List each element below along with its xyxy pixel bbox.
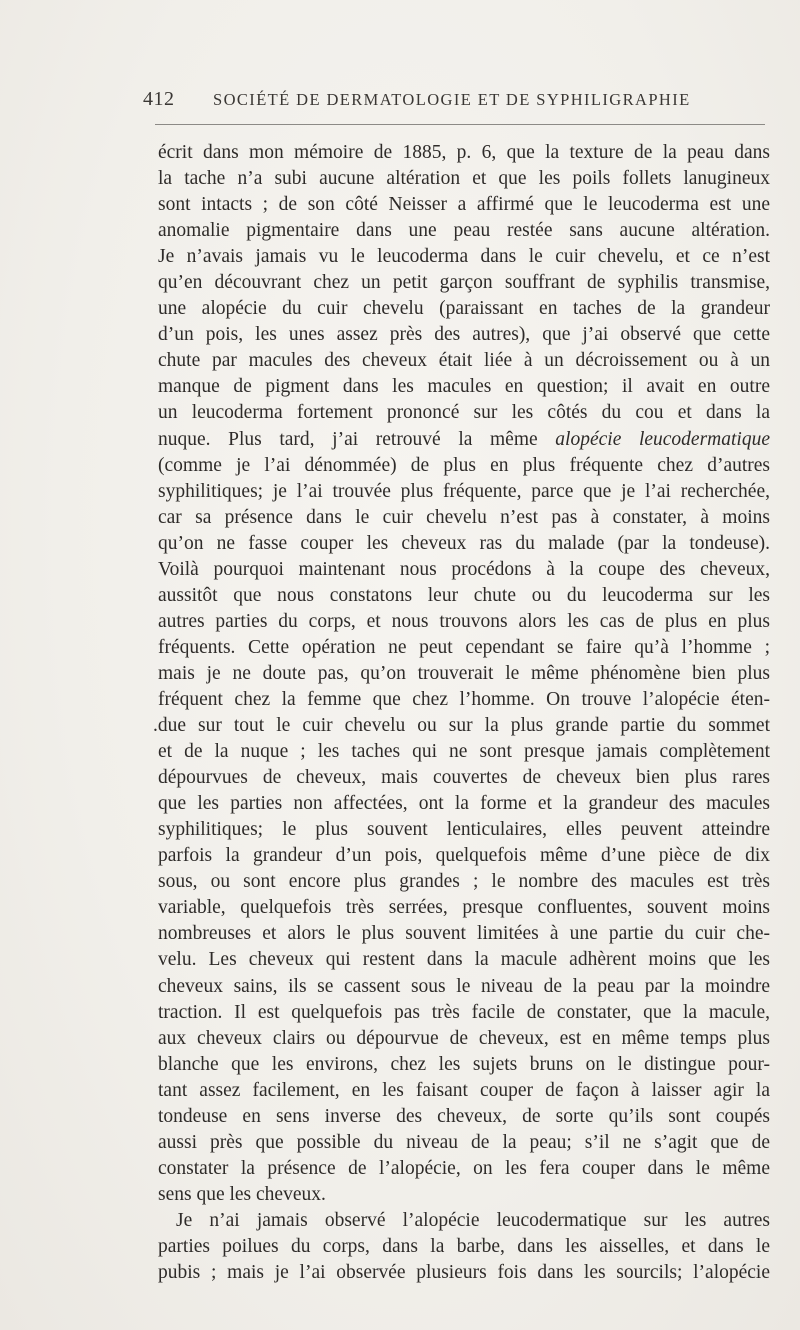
text-line: Je n’ai jamais observé l’alopécie leucodermatique sur les autres [176, 1209, 770, 1231]
text-line: parfois la grandeur d’un pois, quelquefois même d’une pièce de dix [158, 845, 770, 867]
text-line: la tache n’a subi aucune altération et que les poils follets lanugineux [158, 168, 770, 190]
text-line: dépourvues de cheveux, mais couvertes de cheveux bien plus rares [158, 767, 770, 789]
text-line: syphilitiques; je l’ai trouvée plus fréquente, parce que je l’ai recherchée, [158, 480, 770, 502]
text-line: mais je ne doute pas, qu’on trouverait le même phénomène bien plus [158, 662, 770, 684]
text-line: et de la nuque ; les taches qui ne sont presque jamais complètement [158, 741, 770, 763]
text-line: manque de pigment dans les macules en question; il avait en outre [158, 376, 770, 398]
text-line: .due sur tout le cuir chevelu ou sur la plus grande partie du sommet [153, 715, 770, 737]
text-line: (comme je l’ai dénommée) de plus en plus fréquente chez d’autres [158, 454, 770, 476]
text-line: sens que les cheveux. [158, 1183, 326, 1205]
text-line: écrit dans mon mémoire de 1885, p. 6, que la texture de la peau dans [158, 142, 770, 163]
text-line: car sa présence dans le cuir chevelu n’est pas à constater, à moins [158, 506, 770, 528]
text-line: qu’on ne fasse couper les cheveux ras du malade (par la tondeuse). [158, 532, 770, 554]
text-line: qu’en découvrant chez un petit garçon souffrant de syphilis transmise, [158, 272, 770, 294]
text-line: anomalie pigmentaire dans une peau restée sans aucune altération. [158, 220, 770, 242]
page-number: 412 [143, 88, 175, 110]
text-line: blanche que les environs, chez les sujets bruns on le distingue pour- [158, 1053, 770, 1075]
text-line: variable, quelquefois très serrées, presque confluentes, souvent moins [158, 897, 770, 919]
text-line: que les parties non affectées, ont la forme et la grandeur des macules [158, 793, 770, 815]
page-header [143, 88, 765, 118]
text-line: velu. Les cheveux qui restent dans la macule adhèrent moins que les [158, 949, 770, 971]
text-line: autres parties du corps, et nous trouvons alors les cas de plus en plus [158, 610, 770, 632]
text-line: aussi près que possible du niveau de la peau; s’il ne s’agit que de [158, 1131, 770, 1153]
text-line: pubis ; mais je l’ai observée plusieurs fois dans les sourcils; l’alopécie [158, 1262, 770, 1284]
text-line: fréquents. Cette opération ne peut cependant se faire qu’à l’homme ; [158, 636, 770, 658]
text-line-with-italic [158, 427, 770, 453]
text-line: syphilitiques; le plus souvent lenticulaires, elles peuvent atteindre [158, 819, 770, 841]
text-line: chute par macules des cheveux était liée à un décroissement ou à un [158, 350, 770, 372]
text-line: un leucoderma fortement prononcé sur les côtés du cou et dans la [158, 402, 770, 424]
text-line: Je n’avais jamais vu le leucoderma dans le cuir chevelu, et ce n’est [158, 246, 770, 268]
italic-term: alopécie leucodermatique [555, 428, 771, 450]
running-title: SOCIÉTÉ DE DERMATOLOGIE ET DE SYPHILIGRAPHIE [213, 90, 691, 109]
text-line: parties poilues du corps, dans la barbe, dans les aisselles, et dans le [158, 1235, 770, 1257]
text-line: fréquent chez la femme que chez l’homme. On trouve l’alopécie éten- [158, 688, 770, 710]
text-line: nombreuses et alors le plus souvent limitées à une partie du cuir che- [158, 923, 770, 945]
text-line: sous, ou sont encore plus grandes ; le nombre des macules est très [158, 871, 770, 893]
text-line: cheveux sains, ils se cassent sous le niveau de la peau par la moindre [158, 975, 770, 997]
body-text [153, 140, 771, 1286]
text-line: tondeuse en sens inverse des cheveux, de sorte qu’ils sont coupés [158, 1105, 770, 1127]
text-line: d’un pois, les unes assez près des autres), que j’ai observé que cette [158, 324, 770, 346]
text-line: traction. Il est quelquefois pas très facile de constater, que la macule, [158, 1001, 770, 1023]
text-line: une alopécie du cuir chevelu (paraissant en taches de la grandeur [158, 298, 770, 320]
text-line: sont intacts ; de son côté Neisser a affirmé que le leucoderma est une [158, 194, 770, 216]
text-line: aussitôt que nous constatons leur chute ou du leucoderma sur les [158, 584, 770, 606]
text-line: Voilà pourquoi maintenant nous procédons à la coupe des cheveux, [158, 558, 770, 580]
header-rule [155, 124, 765, 125]
text-segment: nuque. Plus tard, j’ai retrouvé la même [158, 428, 538, 450]
text-line: constater la présence de l’alopécie, on les fera couper dans le même [158, 1157, 770, 1179]
text-line: tant assez facilement, en les faisant couper de façon à laisser agir la [158, 1079, 770, 1101]
text-line: aux cheveux clairs ou dépourvue de cheveux, est en même temps plus [158, 1027, 770, 1049]
